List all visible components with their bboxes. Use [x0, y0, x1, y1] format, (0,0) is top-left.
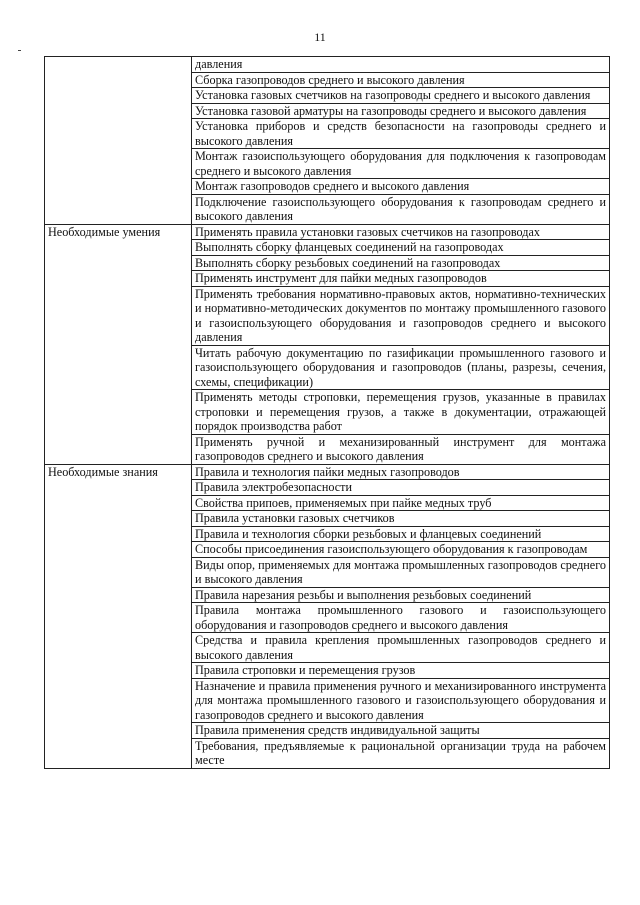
requirement-item: давления [192, 57, 610, 73]
requirement-item: Правила и технология сборки резьбовых и фланцевых соединений [192, 526, 610, 542]
requirement-item: Способы присоединения газоиспользующего оборудования к газопроводам [192, 542, 610, 558]
requirement-item: Подключение газоиспользующего оборудования к газопроводам среднего и высокого давления [192, 194, 610, 224]
requirement-item: Средства и правила крепления промышленных газопроводов среднего и высокого давления [192, 633, 610, 663]
table-row [45, 57, 610, 73]
competency-table [44, 56, 610, 769]
requirement-item: Правила применения средств индивидуальной защиты [192, 723, 610, 739]
section-heading: Необходимые умения [45, 224, 192, 464]
requirement-item: Применять требования нормативно-правовых актов, нормативно-технических и нормативно-методических документов по монтажу промышленного газового и газоиспользующего оборудования и газопроводов среднего и высокого давления [192, 286, 610, 345]
requirement-item: Сборка газопроводов среднего и высокого давления [192, 72, 610, 88]
requirement-item: Правила и технология пайки медных газопроводов [192, 464, 610, 480]
section-heading [45, 57, 192, 225]
requirement-item: Применять ручной и механизированный инструмент для монтажа газопроводов среднего и высокого давления [192, 434, 610, 464]
requirement-item: Монтаж газоиспользующего оборудования для подключения к газопроводам среднего и высокого давления [192, 149, 610, 179]
scan-mark [18, 50, 21, 51]
requirement-item: Применять инструмент для пайки медных газопроводов [192, 271, 610, 287]
requirement-item: Правила установки газовых счетчиков [192, 511, 610, 527]
requirement-item: Установка газовой арматуры на газопроводы среднего и высокого давления [192, 103, 610, 119]
page-number: 11 [314, 30, 326, 44]
requirement-item: Применять правила установки газовых счетчиков на газопроводах [192, 224, 610, 240]
table-row [45, 464, 610, 480]
requirement-item: Выполнять сборку фланцевых соединений на газопроводах [192, 240, 610, 256]
requirement-item: Назначение и правила применения ручного и механизированного инструмента для монтажа промышленного газового и газоиспользующего оборудования и газопроводов среднего и высокого давления [192, 678, 610, 723]
requirement-item: Виды опор, применяемых для монтажа промышленных газопроводов среднего и высокого давления [192, 557, 610, 587]
requirement-item: Читать рабочую документацию по газификации промышленного газового и газоиспользующего оборудования и газопроводов (планы, разрезы, сечения, схемы, спецификации) [192, 345, 610, 390]
requirement-item: Выполнять сборку резьбовых соединений на газопроводах [192, 255, 610, 271]
requirement-item: Монтаж газопроводов среднего и высокого давления [192, 179, 610, 195]
requirement-item: Установка газовых счетчиков на газопроводы среднего и высокого давления [192, 88, 610, 104]
table-row [45, 224, 610, 240]
requirement-item: Свойства припоев, применяемых при пайке медных труб [192, 495, 610, 511]
requirement-item: Правила строповки и перемещения грузов [192, 663, 610, 679]
requirement-item: Правила электробезопасности [192, 480, 610, 496]
requirement-item: Установка приборов и средств безопасности на газопроводы среднего и высокого давления [192, 119, 610, 149]
competency-table-body [45, 57, 610, 769]
requirement-item: Правила нарезания резьбы и выполнения резьбовых соединений [192, 587, 610, 603]
requirement-item: Применять методы строповки, перемещения грузов, указанные в правилах строповки и перемещения грузов, а также в документации, отражающей порядок производства работ [192, 390, 610, 435]
requirement-item: Правила монтажа промышленного газового и газоиспользующего оборудования и газопроводов среднего и высокого давления [192, 603, 610, 633]
requirement-item: Требования, предъявляемые к рациональной организации труда на рабочем месте [192, 738, 610, 768]
section-heading: Необходимые знания [45, 464, 192, 768]
